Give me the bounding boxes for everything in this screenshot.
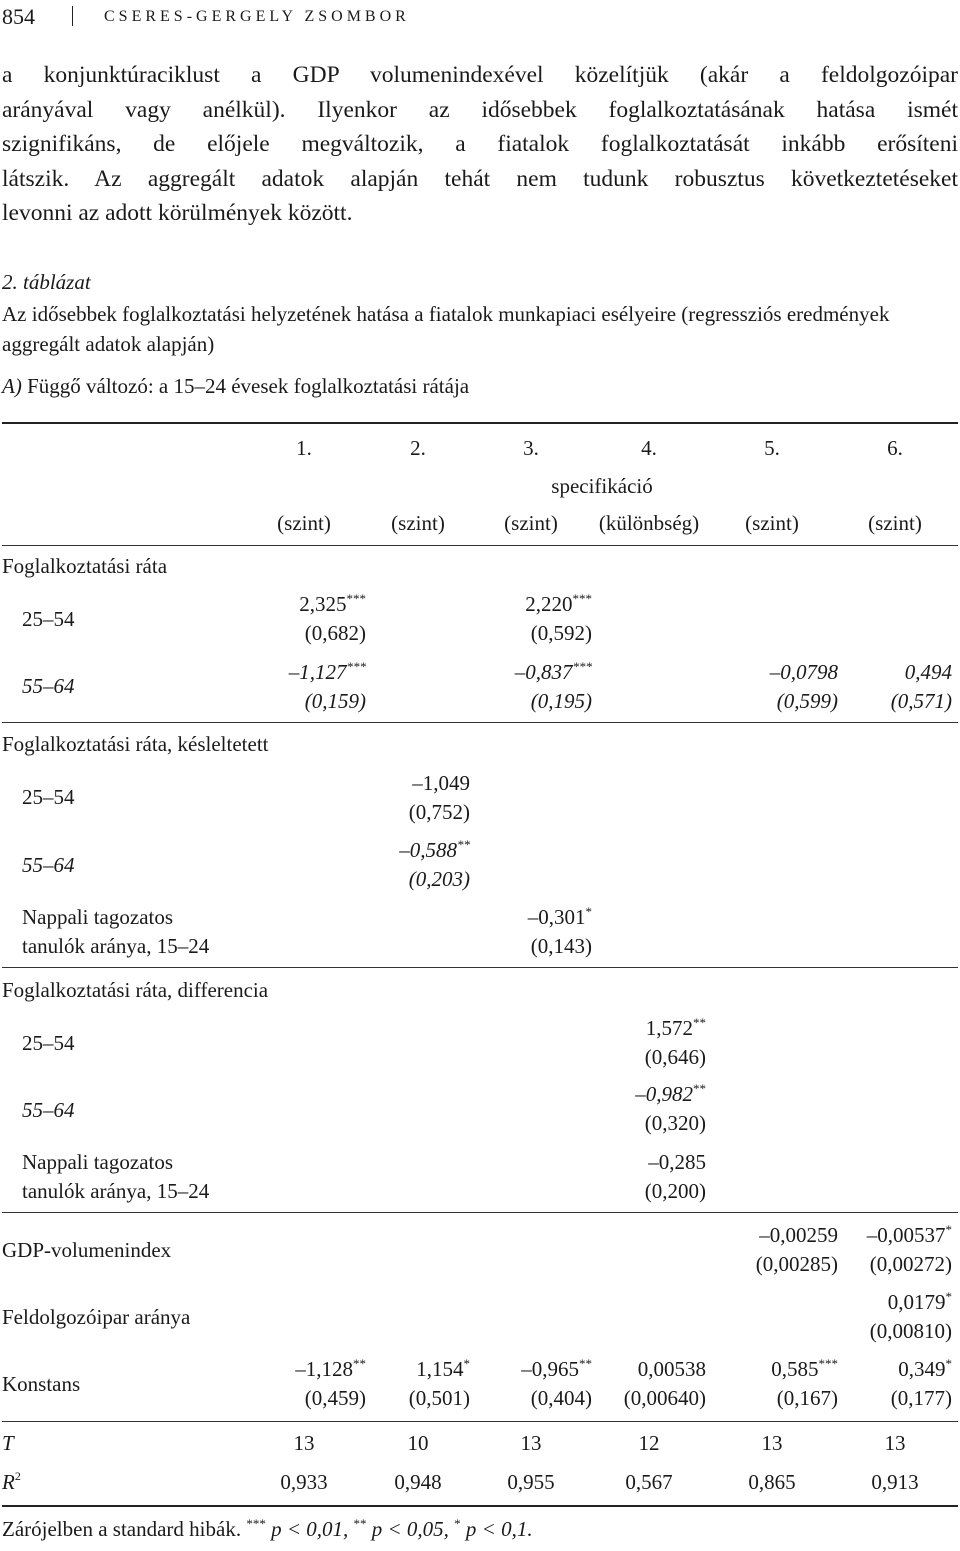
coef-cell: 2,325*** [299, 591, 366, 616]
row-label: Nappali tagozatos [22, 905, 174, 929]
se-cell: (0,501) [408, 1386, 470, 1410]
section-label: Foglalkoztatási ráta, differencia [2, 978, 269, 1002]
row-label: T [2, 1431, 14, 1455]
panel-text: Függő változó: a 15–24 évesek foglalkoztatási rátája [21, 374, 470, 398]
table-title: Az idősebbek foglalkoztatási helyzetének hatása a fiatalok munkapiaci esélyeire (regressziós eredmények aggregált adatok alapján) [2, 302, 890, 356]
coef-cell: 0,00538 [637, 1357, 706, 1381]
stats-rule [2, 1421, 958, 1422]
se-cell: (0,159) [304, 689, 366, 713]
spec-label: specifikáció [551, 474, 653, 498]
t-value: 13 [520, 1431, 542, 1455]
se-cell: (0,459) [304, 1386, 366, 1410]
row-label: GDP-volumenindex [2, 1238, 172, 1262]
row-label: 25–54 [22, 785, 75, 809]
table-footnote: Zárójelben a standard hibák. *** p < 0,01, ** p < 0,05, * p < 0,1. [2, 1516, 533, 1541]
se-cell: (0,00272) [869, 1252, 952, 1276]
col-number: 1. [296, 436, 312, 460]
se-cell: (0,320) [644, 1111, 706, 1135]
regression-table [2, 0, 958, 1551]
coef-cell: –0,285 [648, 1150, 706, 1174]
se-cell: (0,200) [644, 1179, 706, 1203]
row-label: 25–54 [22, 1031, 75, 1055]
row-label: Feldolgozóipar aránya [2, 1305, 191, 1329]
r2-value: 0,913 [871, 1470, 919, 1494]
se-cell: (0,682) [304, 621, 366, 645]
coef-cell: –1,049 [412, 771, 470, 795]
paragraph-line: levonni az adott körülmények között. [2, 200, 353, 226]
section-rule [2, 967, 958, 968]
table-bottom-rule [2, 1505, 958, 1507]
coef-cell: 0,585*** [771, 1356, 838, 1381]
col-type: (szint) [391, 511, 445, 535]
row-label: tanulók aránya, 15–24 [22, 1179, 210, 1203]
table-top-rule [2, 422, 958, 424]
paragraph-line: szignifikáns, de előjele megváltozik, a fiatalok foglalkoztatását inkább erősíteni [2, 131, 958, 157]
header-rule [2, 545, 958, 546]
coef-cell: –0,965** [521, 1356, 592, 1381]
r2-value: 0,865 [748, 1470, 796, 1494]
coef-cell: –0,00537* [866, 1222, 952, 1247]
t-value: 13 [293, 1431, 315, 1455]
se-cell: (0,143) [530, 934, 592, 958]
section-label: Foglalkoztatási ráta, késleltetett [2, 732, 269, 756]
row-label: 55–64 [22, 853, 75, 877]
se-cell: (0,404) [530, 1386, 592, 1410]
paragraph-line: arányával vagy anélkül). Ilyenkor az idősebbek foglalkoztatásának hatása ismét [2, 96, 958, 123]
col-type: (különbség) [598, 511, 700, 535]
coef-cell: –0,0798 [769, 660, 838, 684]
se-cell: (0,167) [776, 1386, 838, 1410]
row-label: 55–64 [22, 674, 75, 698]
se-cell: (0,195) [530, 689, 592, 713]
col-number: 5. [764, 436, 780, 460]
se-cell: (0,752) [408, 800, 470, 824]
coef-cell: –0,588** [399, 837, 470, 862]
r2-value: 0,948 [394, 1470, 442, 1494]
paragraph-line: látszik. Az aggregált adatok alapján tehát nem tudunk robusztus következtetéseket [2, 165, 958, 192]
section-label: Foglalkoztatási ráta [2, 554, 168, 578]
coef-cell: 2,220*** [525, 591, 592, 616]
se-cell: (0,177) [890, 1386, 952, 1410]
coef-cell: –1,128** [295, 1356, 366, 1381]
se-cell: (0,571) [890, 689, 952, 713]
row-label: 25–54 [22, 607, 75, 631]
t-value: 12 [638, 1431, 660, 1455]
se-cell: (0,646) [644, 1045, 706, 1069]
t-value: 13 [761, 1431, 783, 1455]
page-number: 854 [2, 4, 35, 29]
section-rule [2, 722, 958, 723]
coef-cell: 1,154* [416, 1356, 470, 1381]
r2-value: 0,567 [625, 1470, 673, 1494]
coef-cell: –0,837*** [514, 659, 592, 684]
se-cell: (0,203) [408, 867, 470, 891]
t-value: 13 [884, 1431, 906, 1455]
row-label: Konstans [2, 1372, 81, 1396]
se-cell: (0,00640) [623, 1386, 706, 1410]
se-cell: (0,599) [776, 689, 838, 713]
se-cell: (0,592) [530, 621, 592, 645]
r2-value: 0,933 [280, 1470, 328, 1494]
col-number: 2. [410, 436, 426, 460]
coef-cell: –0,982** [635, 1081, 706, 1106]
col-number: 3. [523, 436, 539, 460]
coef-cell: –0,301* [527, 904, 592, 929]
se-cell: (0,00285) [755, 1252, 838, 1276]
coef-cell: 0,0179* [887, 1289, 952, 1314]
t-value: 10 [407, 1431, 429, 1455]
col-number: 6. [887, 436, 903, 460]
section-rule [2, 1212, 958, 1213]
row-label: tanulók aránya, 15–24 [22, 934, 210, 958]
coef-cell: –0,00259 [759, 1223, 838, 1247]
col-type: (szint) [277, 511, 331, 535]
col-type: (szint) [745, 511, 799, 535]
running-author: CSERES-GERGELY ZSOMBOR [104, 8, 410, 25]
coef-cell: 1,572** [645, 1015, 706, 1040]
col-type: (szint) [868, 511, 922, 535]
col-number: 4. [641, 436, 657, 460]
table-number: 2. táblázat [2, 270, 91, 294]
col-type: (szint) [504, 511, 558, 535]
row-label: $R^2$ [2, 1469, 21, 1494]
row-label: 55–64 [22, 1098, 75, 1122]
coef-cell: 0,349* [898, 1356, 952, 1381]
coef-cell: 0,494 [904, 660, 952, 684]
panel-prefix: A) [2, 374, 22, 398]
se-cell: (0,00810) [869, 1319, 952, 1343]
r2-value: 0,955 [507, 1470, 555, 1494]
row-label: Nappali tagozatos [22, 1150, 174, 1174]
paragraph-line: a konjunktúraciklust a GDP volumenindexével közelítjük (akár a feldolgozóipar [2, 62, 958, 88]
coef-cell: –1,127*** [288, 659, 366, 684]
